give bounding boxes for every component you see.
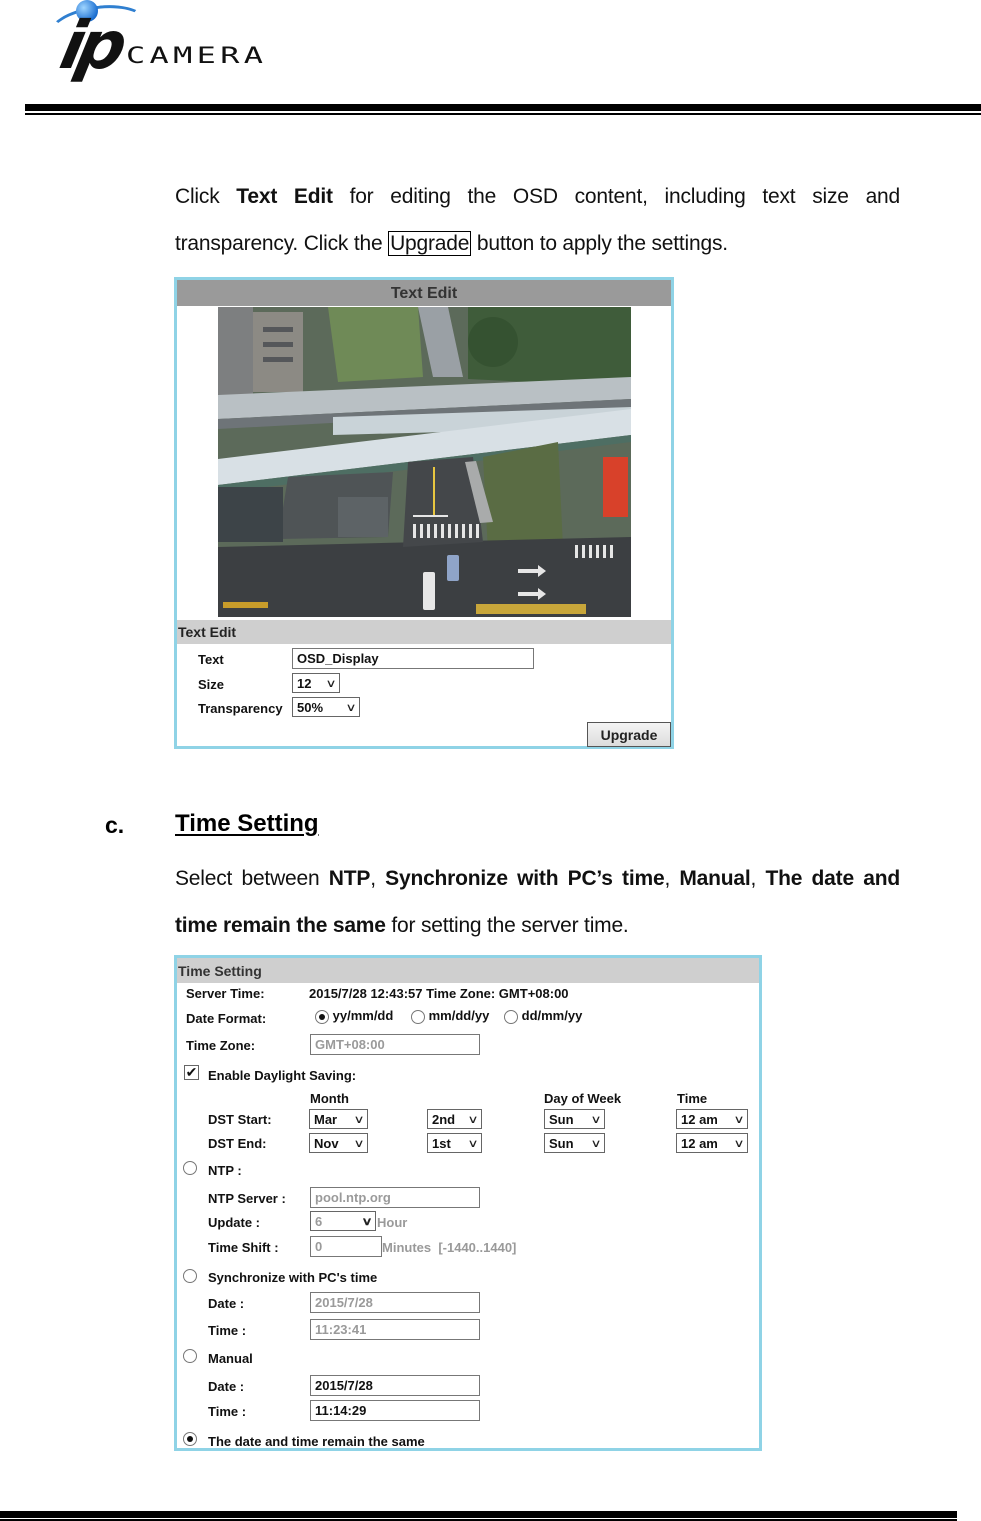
dst-start-week-select[interactable] <box>427 1109 482 1129</box>
manual-time-input[interactable] <box>310 1400 480 1421</box>
manual-date-input[interactable] <box>310 1375 480 1396</box>
radio-unselected-icon <box>183 1349 197 1363</box>
time-zone-value: GMT+08:00 <box>315 1037 385 1052</box>
date-format-yymmdd-label: yy/mm/dd <box>332 1008 394 1023</box>
intro-text: for editing the OSD content, including text size and transparency. Click the <box>175 185 901 255</box>
date-format-mmddyy-label: mm/dd/yy <box>428 1008 490 1023</box>
dst-start-day-value: Sun <box>549 1111 574 1127</box>
header-rule-thick <box>25 104 981 111</box>
chevron-down-icon: ∨ <box>353 1137 365 1150</box>
sync-pc-date-field[interactable] <box>310 1292 480 1313</box>
manual-date-label: Date : <box>208 1379 245 1394</box>
intro-paragraph <box>175 173 900 267</box>
checkmark-icon: ✔ <box>185 1064 198 1081</box>
date-format-label: Date Format: <box>186 1011 267 1026</box>
time-shift-value: 0 <box>315 1239 323 1254</box>
dst-col-time: Time <box>677 1091 708 1106</box>
header-rule-thin <box>25 113 981 115</box>
date-format-yymmdd-radio[interactable] <box>315 1008 393 1024</box>
manual-date-value: 2015/7/28 <box>315 1378 373 1393</box>
section-letter: c. <box>105 812 125 838</box>
dst-start-time-select[interactable] <box>676 1109 748 1129</box>
dst-start-month-value: Mar <box>314 1111 338 1127</box>
dst-start-time-value: 12 am <box>681 1111 718 1127</box>
dst-start-week-value: 2nd <box>432 1111 456 1127</box>
ntp-server-input[interactable] <box>310 1187 480 1208</box>
dst-end-week-value: 1st <box>432 1135 451 1151</box>
intro-emphasis-text-edit: Text Edit <box>236 185 333 208</box>
time-setting-panel <box>174 955 762 1451</box>
para-text: , <box>750 867 766 890</box>
intro-upgrade-reference: Upgrade <box>390 232 470 255</box>
server-time-label: Server Time: <box>186 986 265 1001</box>
chevron-down-icon: ∨ <box>590 1137 602 1150</box>
dst-start-day-select[interactable] <box>544 1109 605 1129</box>
logo-ip-mark: ip <box>53 7 129 84</box>
radio-selected-icon <box>183 1432 197 1446</box>
intro-text: button to apply the settings. <box>471 232 728 255</box>
transparency-label: Transparency <box>198 701 283 716</box>
sync-pc-time-value: 11:23:41 <box>315 1322 367 1337</box>
text-edit-panel-title: Text Edit <box>177 280 671 306</box>
radio-selected-icon <box>315 1010 329 1024</box>
enable-dst-checkbox[interactable] <box>184 1064 199 1080</box>
dst-end-time-value: 12 am <box>681 1135 718 1151</box>
radio-unselected-icon <box>504 1010 518 1024</box>
dst-col-day-of-week: Day of Week <box>544 1091 622 1106</box>
para-text: for setting the server time. <box>385 914 629 937</box>
date-format-ddmmyy-label: dd/mm/yy <box>521 1008 583 1023</box>
ntp-label: NTP : <box>208 1163 242 1178</box>
chevron-down-icon: ∨ <box>467 1137 479 1150</box>
keep-same-label: The date and time remain the same <box>208 1434 425 1449</box>
chevron-down-icon: ∨ <box>361 1215 373 1228</box>
emphasis-sync-pc: Synchronize with PC’s time <box>385 867 665 890</box>
text-label: Text <box>198 652 224 667</box>
dst-end-day-select[interactable] <box>544 1133 605 1153</box>
intro-text: Click <box>175 185 237 208</box>
transparency-value: 50% <box>297 699 324 715</box>
ntp-update-select[interactable] <box>310 1211 376 1231</box>
radio-unselected-icon <box>183 1269 197 1283</box>
sync-pc-label: Synchronize with PC's time <box>208 1270 378 1285</box>
emphasis-keep-same: The date and time remain the same <box>175 867 900 937</box>
chevron-down-icon: ∨ <box>345 701 357 714</box>
para-text: Select between <box>175 867 329 890</box>
size-value: 12 <box>297 675 312 691</box>
date-format-mmddyy-radio[interactable] <box>411 1008 489 1024</box>
ntp-server-label: NTP Server : <box>208 1191 286 1206</box>
dst-end-time-select[interactable] <box>676 1133 748 1153</box>
time-zone-label: Time Zone: <box>186 1038 256 1053</box>
time-shift-unit: Minutes [-1440..1440] <box>382 1240 517 1255</box>
time-setting-panel-title: Time Setting <box>177 958 759 983</box>
radio-unselected-icon <box>183 1161 197 1175</box>
dst-end-label: DST End: <box>208 1136 267 1151</box>
ntp-server-value: pool.ntp.org <box>315 1190 391 1205</box>
size-select[interactable] <box>292 673 340 693</box>
dst-start-label: DST Start: <box>208 1112 272 1127</box>
sync-pc-date-label: Date : <box>208 1296 245 1311</box>
time-zone-field[interactable] <box>310 1034 480 1055</box>
date-format-ddmmyy-radio[interactable] <box>504 1008 582 1024</box>
text-edit-panel <box>174 277 674 749</box>
chevron-down-icon: ∨ <box>353 1113 365 1126</box>
sync-pc-date-value: 2015/7/28 <box>315 1295 373 1310</box>
footer-rule-thick <box>0 1511 957 1518</box>
chevron-down-icon: ∨ <box>733 1137 745 1150</box>
sync-pc-time-field[interactable] <box>310 1319 480 1340</box>
size-label: Size <box>198 677 225 692</box>
sync-pc-radio[interactable] <box>183 1267 197 1283</box>
dst-col-month: Month <box>310 1091 349 1106</box>
emphasis-manual: Manual <box>679 867 751 890</box>
ntp-radio[interactable] <box>183 1159 197 1175</box>
transparency-select[interactable] <box>292 697 360 717</box>
osd-text-input[interactable] <box>292 648 534 669</box>
dst-end-month-value: Nov <box>314 1135 339 1151</box>
sync-pc-time-label: Time : <box>208 1323 247 1338</box>
dst-start-month-select[interactable] <box>309 1109 368 1129</box>
dst-end-week-select[interactable] <box>427 1133 482 1153</box>
enable-dst-label: Enable Daylight Saving: <box>208 1068 357 1083</box>
text-edit-section-header: Text Edit <box>177 620 671 644</box>
time-shift-label: Time Shift : <box>208 1240 279 1255</box>
keep-same-radio[interactable] <box>183 1430 197 1446</box>
manual-time-label: Time : <box>208 1404 247 1419</box>
chevron-down-icon: ∨ <box>733 1113 745 1126</box>
ntp-update-unit: Hour <box>377 1215 408 1230</box>
upgrade-button[interactable]: Upgrade <box>587 722 671 747</box>
manual-time-value: 11:14:29 <box>315 1403 367 1418</box>
camera-scene-graphic <box>218 307 631 617</box>
dst-end-month-select[interactable] <box>309 1133 368 1153</box>
ntp-update-value: 6 <box>315 1213 323 1229</box>
chevron-down-icon: ∨ <box>325 677 337 690</box>
camera-preview-image <box>218 307 631 617</box>
logo-wordmark: CAMERA <box>126 44 268 69</box>
osd-text-value: OSD_Display <box>297 651 379 666</box>
para-text: , <box>664 867 680 890</box>
para-text: , <box>370 867 386 890</box>
ip-camera-logo <box>40 0 310 92</box>
time-shift-input[interactable] <box>310 1236 382 1257</box>
emphasis-ntp: NTP <box>328 867 371 890</box>
dst-end-day-value: Sun <box>549 1135 574 1151</box>
time-setting-paragraph <box>175 855 900 949</box>
radio-unselected-icon <box>411 1010 425 1024</box>
section-title-time-setting: Time Setting <box>175 810 319 837</box>
chevron-down-icon: ∨ <box>467 1113 479 1126</box>
chevron-down-icon: ∨ <box>590 1113 602 1126</box>
manual-label: Manual <box>208 1351 253 1366</box>
server-time-value: 2015/7/28 12:43:57 Time Zone: GMT+08:00 <box>309 986 569 1001</box>
manual-radio[interactable] <box>183 1347 197 1363</box>
ntp-update-label: Update : <box>208 1215 260 1230</box>
